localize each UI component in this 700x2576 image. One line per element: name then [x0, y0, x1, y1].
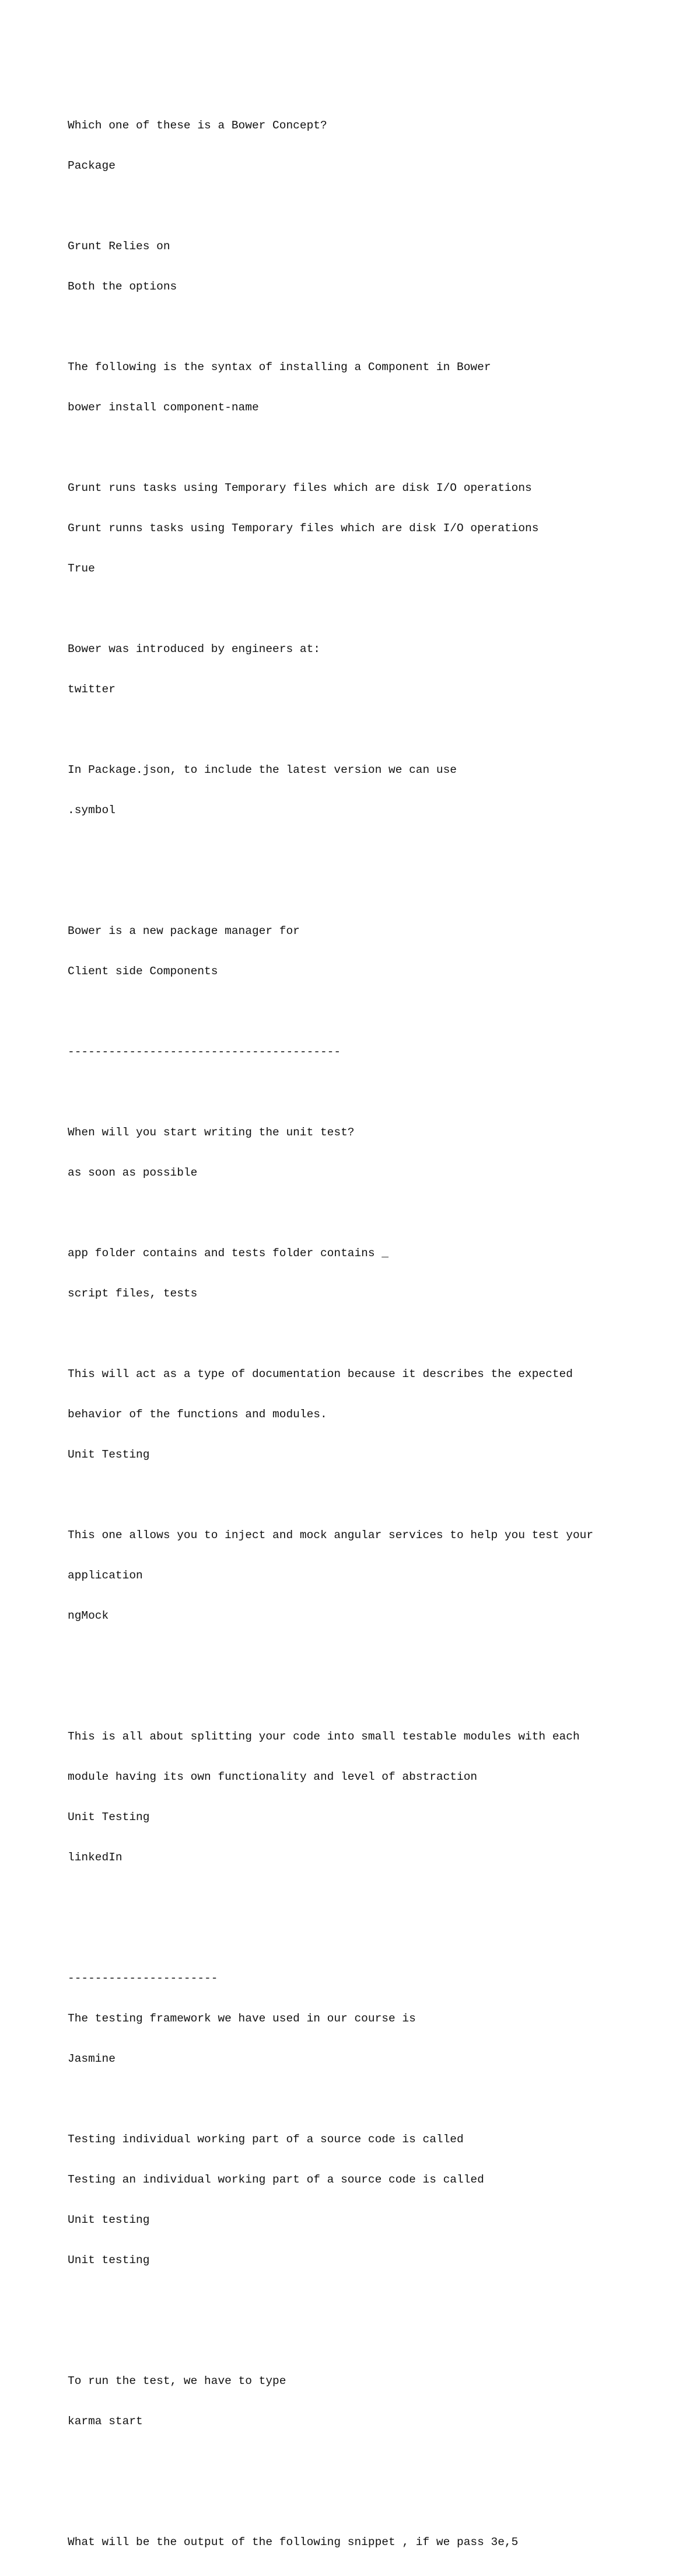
- text-line: Bower was introduced by engineers at:: [68, 643, 320, 656]
- text-line: [68, 723, 686, 737]
- text-line: Grunt runns tasks using Temporary files which are disk I/O operations: [68, 522, 539, 535]
- text-line: Which one of these is a Bower Concept?: [68, 119, 327, 132]
- text-line: [68, 441, 686, 455]
- text-line: [68, 2093, 686, 2106]
- text-line: Grunt Relies on: [68, 240, 170, 253]
- text-line: twitter: [68, 683, 116, 696]
- text-line: .symbol: [68, 804, 116, 817]
- text-line: The testing framework we have used in our course is: [68, 2012, 416, 2025]
- text-line: [68, 884, 686, 898]
- text-line: This is all about splitting your code into small testable modules with each: [68, 1730, 580, 1743]
- text-line: [68, 1489, 686, 1502]
- text-line: Unit Testing: [68, 1448, 150, 1461]
- text-line: Unit testing: [68, 2214, 150, 2226]
- text-line: Package: [68, 159, 116, 172]
- text-line: [68, 2455, 686, 2469]
- text-line: Testing individual working part of a source code is called: [68, 2133, 464, 2146]
- text-line: The following is the syntax of installing a Component in Bower: [68, 361, 491, 374]
- text-line: [68, 602, 686, 616]
- text-line: Grunt runs tasks using Temporary files which are disk I/O operations: [68, 482, 532, 494]
- text-line: [68, 2334, 686, 2348]
- separator-line: ----------------------------------------: [68, 1045, 341, 1058]
- text-line: Client side Components: [68, 965, 218, 978]
- text-line: module having its own functionality and level of abstraction: [68, 1770, 478, 1783]
- text-line: [68, 200, 686, 213]
- text-line: Jasmine: [68, 2052, 116, 2065]
- text-line: [68, 1207, 686, 1220]
- text-line: [68, 1650, 686, 1663]
- text-line: script files, tests: [68, 1287, 198, 1300]
- text-line: This will act as a type of documentation because it describes the expected: [68, 1368, 573, 1381]
- text-line: [68, 320, 686, 334]
- text-line: [68, 844, 686, 857]
- text-line: linkedIn: [68, 1851, 123, 1864]
- text-line: [68, 2294, 686, 2307]
- text-line: [68, 2495, 686, 2509]
- text-line: behavior of the functions and modules.: [68, 1408, 327, 1421]
- text-line: What will be the output of the following snippet , if we pass 3e,5: [68, 2536, 519, 2549]
- text-line: [68, 1005, 686, 1019]
- text-line: True: [68, 562, 95, 575]
- text-line: To run the test, we have to type: [68, 2375, 286, 2387]
- text-line: Bower is a new package manager for: [68, 925, 300, 937]
- text-line: [68, 1086, 686, 1099]
- text-line: app folder contains and tests folder contains _: [68, 1247, 388, 1260]
- text-line: karma start: [68, 2415, 143, 2428]
- text-line: Unit Testing: [68, 1811, 150, 1824]
- text-line: [68, 1932, 686, 1945]
- text-line: This one allows you to inject and mock angular services to help you test your: [68, 1529, 594, 1542]
- document-body: [68, 92, 686, 2576]
- text-line: When will you start writing the unit test?: [68, 1126, 355, 1139]
- text-line: ngMock: [68, 1609, 109, 1622]
- separator-line: ----------------------: [68, 1972, 218, 1985]
- text-line: In Package.json, to include the latest version we can use: [68, 764, 457, 776]
- text-line: [68, 1327, 686, 1341]
- text-line: [68, 1891, 686, 1905]
- text-line: bower install component-name: [68, 401, 259, 414]
- text-line: as soon as possible: [68, 1166, 198, 1179]
- text-line: [68, 1690, 686, 1703]
- text-line: Testing an individual working part of a source code is called: [68, 2173, 484, 2186]
- text-line: Both the options: [68, 280, 177, 293]
- text-line: application: [68, 1569, 143, 1582]
- text-line: Unit testing: [68, 2254, 150, 2267]
